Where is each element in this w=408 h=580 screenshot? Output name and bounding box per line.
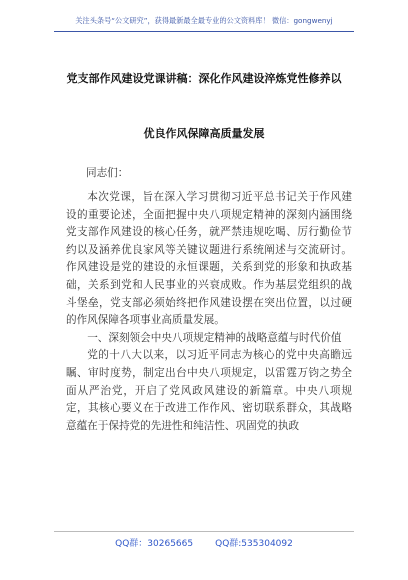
footer-qq-group-1: QQ群：30265665: [115, 539, 194, 549]
salutation: 同志们：: [86, 167, 129, 179]
header-banner: 关注头条号“公文研究”，获得最新最全最专业的公文资料库！ 微信：gongwenyj: [75, 16, 333, 25]
footer-divider: [54, 531, 354, 532]
footer: [0, 536, 408, 549]
footer-qq-group-2: QQ群:535304092: [215, 539, 293, 549]
document-title-line-1: 党支部作风建设党课讲稿：深化作风建设淬炼党性修养以: [66, 72, 342, 85]
header-divider: [54, 31, 354, 32]
document-body: [66, 189, 352, 435]
document-title-line-2: 优良作风保障高质量发展: [143, 127, 265, 140]
paragraph-intro: 本次党课，旨在深入学习贯彻习近平总书记关于作风建设的重要论述，全面把握中央八项规定精神的深刻内涵围绕党支部作风建设的核心任务，就严禁违规吃喝、厉行勤俭节约以及涵养优良家风等关键议题进行系统阐述与交流研讨。作风建设是党的建设的永恒课题，关系到党的形象和执政基础，关系到党和人民事业的兴衰成败。作为基层党组织的战斗堡垒，党支部必须始终把作风建设摆在突出位置，以过硬的作风保障各项事业高质量发展。: [66, 191, 352, 327]
section-heading-1: 一、深刻领会中央八项规定精神的战略意蕴与时代价值: [87, 331, 342, 344]
paragraph-section-1: 党的十八大以来，以习近平同志为核心的党中央高瞻远瞩、审时度势，制定出台中央八项规定，以雷霆万钧之势全面从严治党，开启了党风政风建设的新篇章。中央八项规定，其核心要义在于改进工作作风、密切联系群众，其战略意蕴在于保持党的先进性和纯洁性、巩固党的执政: [66, 349, 352, 432]
